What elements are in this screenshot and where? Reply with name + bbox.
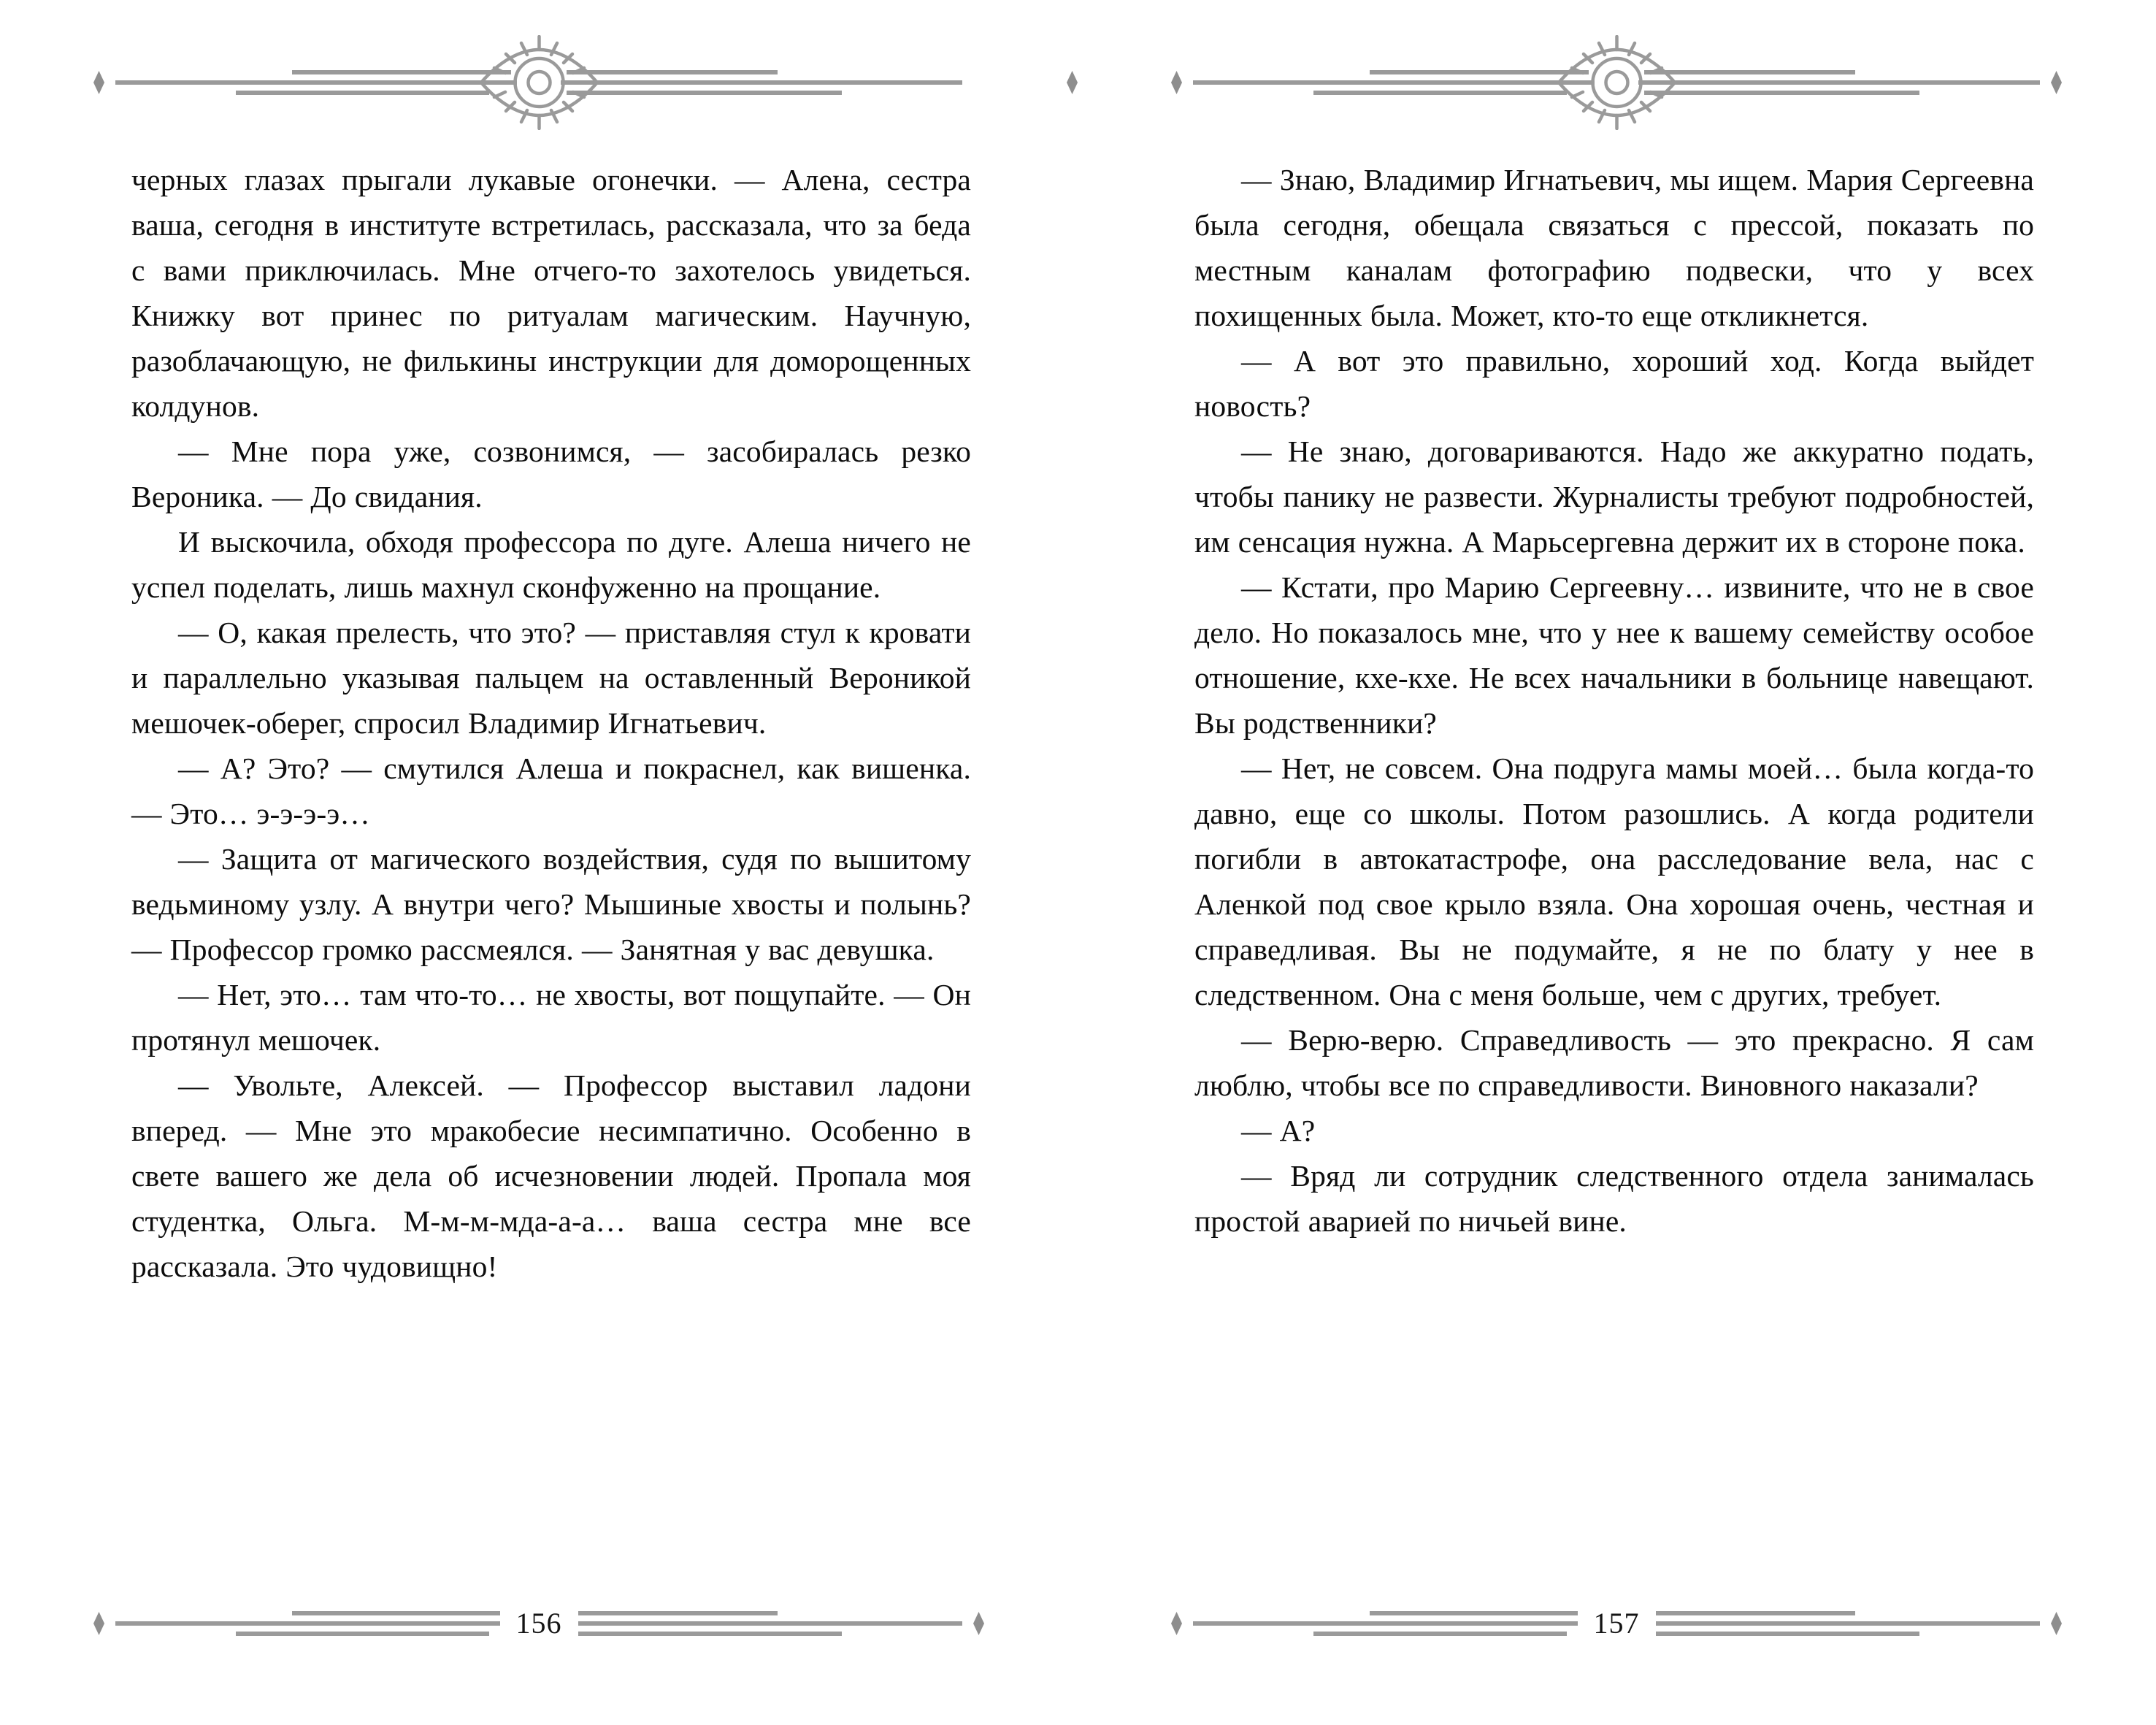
paragraph: — Увольте, Алексей. — Профессор выставил ладони вперед. — Мне это мракобесие несимпатично. Особенно в свете вашего же дела об исчезновении людей. Пропала моя студентка, Ольга. М-м-м-мда-а-а… ваша сестра мне все рассказала. Это чудовищно! [131,1068,971,1283]
diamond-icon [2051,71,2062,94]
ornament-rules-right [1638,1611,2040,1636]
ornament-rules-right [561,70,962,95]
paragraph: — О, какая прелесть, что это? — приставляя стул к кровати и параллельно указывая пальцем на оставленный Вероникой мешочек-оберег, спросил Владимир Игнатьевич. [131,616,971,740]
paragraph: — Мне пора уже, созвонимся, — засобиралась резко Вероника. — До свидания. [131,435,971,513]
paragraph: — Верю-верю. Справедливость — это прекрасно. Я сам люблю, чтобы все по справедливости. Виновного наказали? [1194,1023,2034,1102]
header-ornament [1078,35,2155,130]
diamond-icon [1171,1612,1182,1635]
eye-ornament-icon [475,35,603,130]
paragraph: — А? [1241,1114,1316,1147]
ornament-rules-left [1193,1611,1595,1636]
paragraph: — Защита от магического воздействия, судя по вышитому ведьминому узлу. А внутри чего? Мышиные хвосты и полынь? — Профессор громко рассмеялся. — Занятная у вас девушка. [131,842,971,966]
diamond-icon [973,1612,984,1635]
paragraph: — Знаю, Владимир Игнатьевич, мы ищем. Мария Сергеевна была сегодня, обещала связаться с прессой, показать по местным каналам фотографию подвески, что у всех похищенных была. Может, кто-то еще откликнется. [1194,163,2034,332]
ornament-rules-right [561,1611,962,1636]
paragraph: — Кстати, про Марию Сергеевну… извините, что не в свое дело. Но показалось мне, что у нее к вашему семейству особое отношение, кхе-кхе. Не всех начальники в больнице навещают. Вы родственники? [1194,570,2034,740]
page-number-left: 156 [500,1609,578,1638]
page-left-text-column [131,157,971,1289]
paragraph: — А вот это правильно, хороший ход. Когда выйдет новость? [1194,344,2034,423]
eye-ornament-icon [1553,35,1681,130]
footer-ornament-right [1078,1576,2155,1671]
ornament-rules-right [1638,70,2040,95]
paragraph: — Вряд ли сотрудник следственного отдела занималась простой аварией по ничьей вине. [1194,1159,2034,1238]
paragraph: — Нет, не совсем. Она подруга мамы моей… была когда-то давно, еще со школы. Потом разошлись. А когда родители погибли в автокатастрофе, она расследование вела, нас с Аленкой под свое крыло взяла. Она хорошая очень, честная и справедливая. Вы не подумайте, я не по блату у нее в следственном. Она с меня больше, чем с других, требует. [1194,751,2034,1011]
diamond-icon [1171,71,1182,94]
paragraph: И выскочила, обходя профессора по дуге. Алеша ничего не успел поделать, лишь махнул сконфуженно на прощание. [131,525,971,604]
page-right-text-column [1194,157,2034,1244]
diamond-icon [93,1612,104,1635]
page-number-right: 157 [1578,1609,1656,1638]
paragraph: черных глазах прыгали лукавые огонечки. — Алена, сестра ваша, сегодня в институте встретилась, рассказала, что за беда с вами приключилась. Мне отчего-то захотелось увидеться. Книжку вот принес по ритуалам магическим. Научную, разоблачающую, не филькины инструкции для доморощенных колдунов. [131,163,971,423]
paragraph: — Не знаю, договариваются. Надо же аккуратно подать, чтобы панику не развести. Журналисты требуют подробностей, им сенсация нужна. А Марьсергевна держит их в стороне пока. [1194,435,2034,559]
ornament-rules-left [1193,70,1595,95]
diamond-icon [93,71,104,94]
header-ornament [0,35,1078,130]
paragraph: — Нет, это… там что-то… не хвосты, вот пощупайте. — Он протянул мешочек. [131,978,971,1057]
ornament-rules-left [115,1611,517,1636]
page-right [1078,0,2155,1725]
ornament-rules-left [115,70,517,95]
paragraph: — А? Это? — смутился Алеша и покраснел, как вишенка. — Это… э-э-э-э… [131,751,971,830]
diamond-icon [2051,1612,2062,1635]
footer-ornament-left [0,1576,1078,1671]
